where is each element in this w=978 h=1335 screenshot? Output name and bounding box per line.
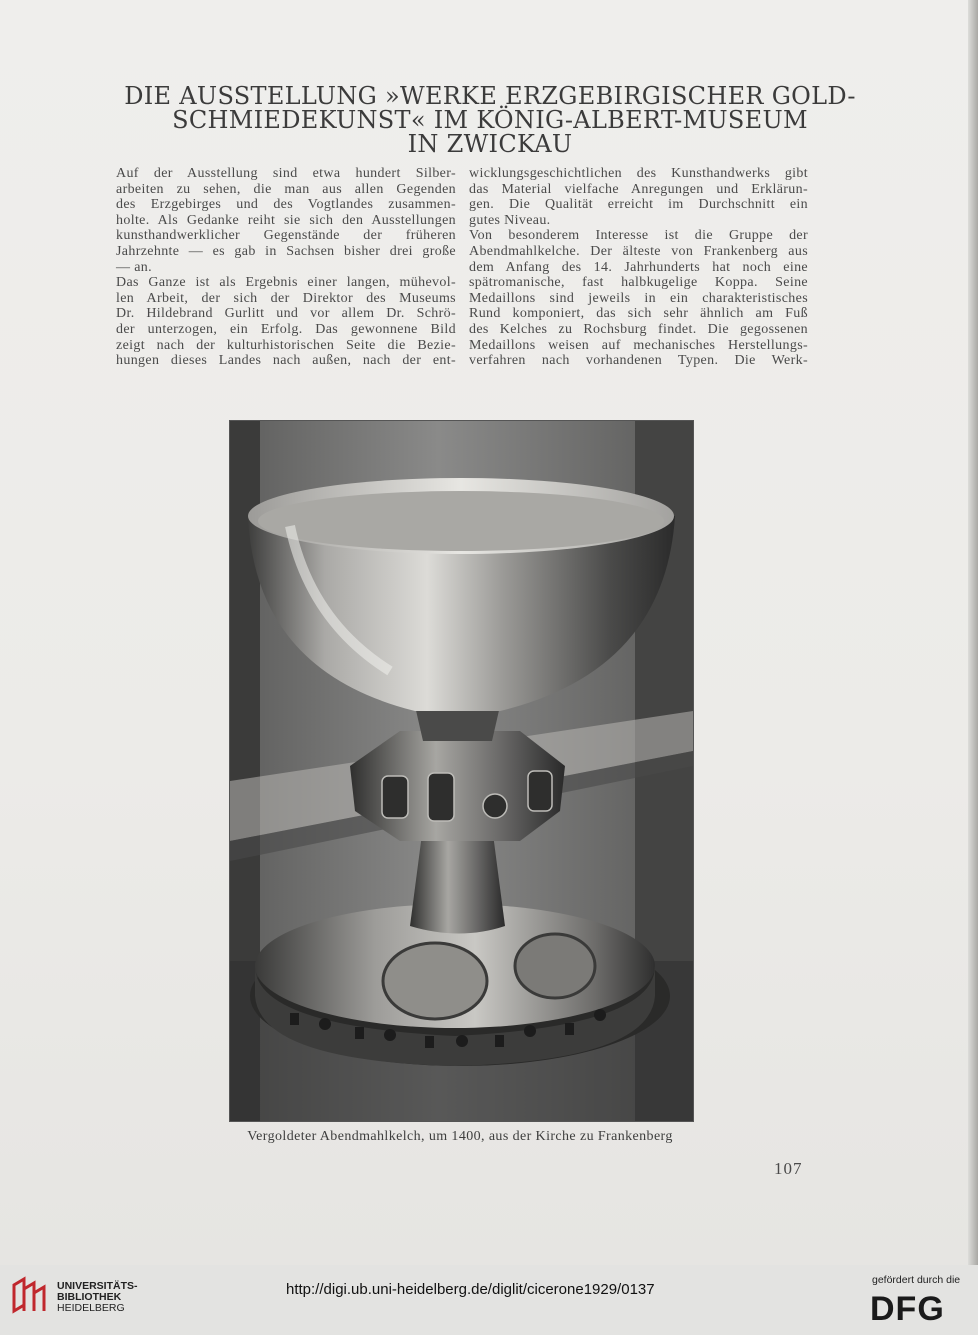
source-url-link[interactable]: http://digi.ub.uni-heidelberg.de/diglit/cicerone1929/0137 (286, 1281, 655, 1298)
text-line: Dr. Hildebrand Gurlitt und vor allem Dr. Schrö- (116, 306, 456, 322)
text-line: Abendmahlkelche. Der älteste von Frankenberg aus (469, 243, 808, 259)
text-column-right (469, 166, 808, 369)
library-name-line: BIBLIOTHEK (57, 1291, 122, 1304)
text-line: holte. Als Gedanke reiht sie sich den Ausstellungen (116, 212, 456, 228)
text-line: dem Anfang des 14. Jahrhunderts hat noch eine (469, 259, 808, 275)
text-line: len Arbeit, der sich der Direktor des Museums (116, 290, 456, 306)
text-line: arbeiten zu sehen, die man aus allen Gegenden (116, 181, 456, 197)
text-line: Auf der Ausstellung sind etwa hundert Silber- (116, 166, 456, 181)
article-title (90, 84, 890, 156)
dfg-logo-icon[interactable]: DFG (870, 1290, 945, 1328)
page-edge (968, 0, 978, 1265)
text-line: Medaillons sind jeweils in ein charakteristisches (469, 290, 808, 306)
title-line: DIE AUSSTELLUNG »WERKE ERZGEBIRGISCHER GOLD- (124, 82, 856, 110)
text-line: des Erzgebirges und des Vogtlandes zusammen- (116, 197, 456, 213)
title-line: SCHMIEDEKUNST« IM KÖNIG-ALBERT-MUSEUM (172, 106, 808, 134)
text-column-left (116, 166, 456, 369)
title-line: IN ZWICKAU (407, 130, 573, 158)
library-name-line: HEIDELBERG (57, 1302, 125, 1315)
text-line: zeigt nach der kulturhistorischen Seite die Bezie- (116, 337, 456, 353)
text-line: des Kelches zu Rochsburg findet. Die gegossenen (469, 321, 808, 337)
library-name[interactable] (57, 1281, 138, 1315)
text-line: gen. Die Qualität erreicht im Durchschnitt ein (469, 197, 808, 213)
chalice-photograph (229, 420, 694, 1122)
text-line: hungen dieses Landes nach außen, nach der ent- (116, 353, 456, 369)
text-line: spätromanische, fast halbkugelige Koppa. Seine (469, 275, 808, 291)
funding-note: gefördert durch die (872, 1274, 961, 1286)
text-line: der unterzogen, ein Erfolg. Das gewonnene Bild (116, 321, 456, 337)
text-line: kunsthandwerklicher Gegenstände der früheren (116, 228, 456, 244)
text-line: das Material vielfache Anregungen und Erklärun- (469, 181, 808, 197)
page-number: 107 (774, 1159, 803, 1178)
text-line: verfahren nach vorhandenen Typen. Die Werk- (469, 353, 808, 369)
text-line: gutes Niveau. (469, 212, 551, 228)
text-line: Rund komponiert, das sich sehr ähnlich am Fuß (469, 306, 808, 322)
university-library-logo-icon[interactable] (10, 1275, 48, 1315)
text-line: Jahrzehnte — es gab in Sachsen bisher drei große (116, 243, 456, 259)
text-line: Medaillons weisen auf mechanisches Herstellungs- (469, 337, 808, 353)
text-line: Das Ganze ist als Ergebnis einer langen, mühevol- (116, 275, 456, 291)
text-line: wicklungsgeschichtlichen des Kunsthandwerks gibt (469, 166, 808, 181)
text-line: — an. (116, 259, 152, 275)
figure-caption: Vergoldeter Abendmahlkelch, um 1400, aus der Kirche zu Frankenberg (247, 1129, 673, 1144)
viewer-footer (0, 1265, 978, 1335)
chalice-photograph-drawing (230, 421, 693, 1121)
text-line: Von besonderem Interesse ist die Gruppe der (469, 228, 808, 244)
library-name-line: UNIVERSITÄTS- (57, 1280, 138, 1292)
